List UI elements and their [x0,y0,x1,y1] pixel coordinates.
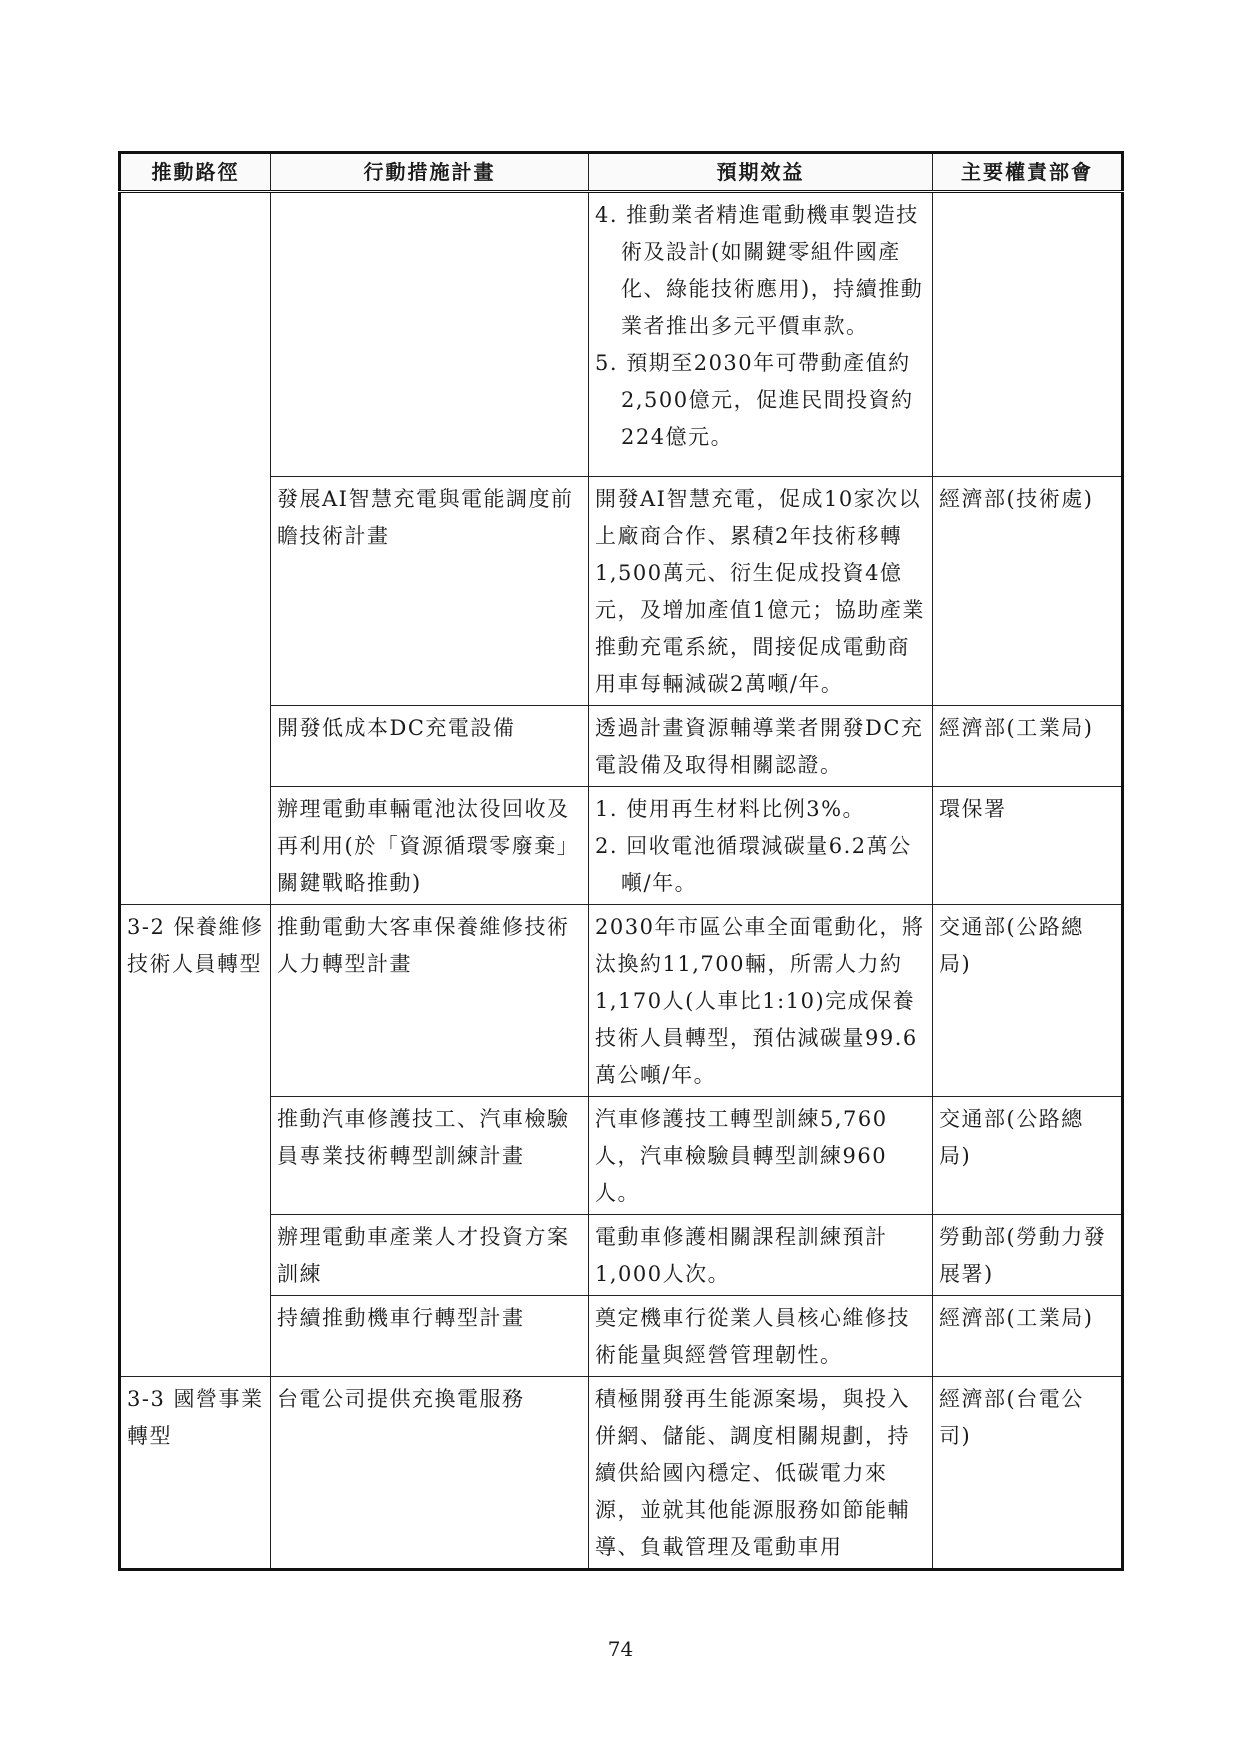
agency-cell: 經濟部(台電公司) [933,1377,1123,1570]
benefit-cell [589,905,933,1097]
benefit-item: 奠定機車行從業人員核心維修技術能量與經營管理韌性。 [595,1306,910,1367]
benefit-cell [589,1097,933,1215]
table-row [120,905,1123,1097]
benefit-item: 電動車修護相關課程訓練預計1,000人次。 [595,1225,888,1286]
plan-cell: 辦理電動車輛電池汰役回收及再利用(於「資源循環零廢棄」關鍵戰略推動) [271,787,589,905]
benefit-cell [589,1377,933,1570]
plan-cell: 推動汽車修護技工、汽車檢驗員專業技術轉型訓練計畫 [271,1097,589,1215]
plan-cell: 推動電動大客車保養維修技術人力轉型計畫 [271,905,589,1097]
header-path: 推動路徑 [120,153,271,192]
table-row [120,706,1123,787]
table-row [120,1377,1123,1570]
table-row [120,477,1123,706]
plan-cell: 發展AI智慧充電與電能調度前瞻技術計畫 [271,477,589,706]
agency-cell [933,192,1123,477]
path-cell: 3-3 國營事業轉型 [120,1377,271,1570]
benefit-cell [589,1215,933,1296]
header-agency: 主要權責部會 [933,153,1123,192]
plan-cell: 持續推動機車行轉型計畫 [271,1296,589,1377]
table-row [120,1296,1123,1377]
benefit-item: 4. 推動業者精進電動機車製造技術及設計(如關鍵零組件國產化、綠能技術應用)，持續推動業者推出多元平價車款。 [595,203,924,338]
plan-cell: 開發低成本DC充電設備 [271,706,589,787]
benefit-cell [589,192,933,477]
agency-cell: 交通部(公路總局) [933,905,1123,1097]
table-row [120,1097,1123,1215]
path-cell [120,192,271,905]
benefit-item: 5. 預期至2030年可帶動產值約2,500億元，促進民間投資約224億元。 [595,351,914,449]
policy-table [118,151,1124,1571]
benefit-item: 透過計畫資源輔導業者開發DC充電設備及取得相關認證。 [595,716,924,777]
benefit-item: 汽車修護技工轉型訓練5,760人，汽車檢驗員轉型訓練960人。 [595,1107,888,1205]
benefit-cell [589,787,933,905]
agency-cell: 交通部(公路總局) [933,1097,1123,1215]
plan-cell [271,192,589,477]
benefit-cell [589,477,933,706]
plan-cell: 辦理電動車產業人才投資方案訓練 [271,1215,589,1296]
benefit-cell [589,706,933,787]
benefit-item: 2. 回收電池循環減碳量6.2萬公噸/年。 [595,834,912,895]
benefit-item: 2030年市區公車全面電動化，將汰換約11,700輛，所需人力約1,170人(人車比1:10)完成保養技術人員轉型，預估減碳量99.6萬公噸/年。 [595,915,925,1087]
agency-cell: 經濟部(技術處) [933,477,1123,706]
benefit-item: 1. 使用再生材料比例3%。 [595,797,866,821]
agency-cell: 勞動部(勞動力發展署) [933,1215,1123,1296]
agency-cell: 經濟部(工業局) [933,1296,1123,1377]
benefit-item: 積極開發再生能源案場，與投入併網、儲能、調度相關規劃，持續供給國內穩定、低碳電力來源，並就其他能源服務如節能輔導、負載管理及電動車用 [595,1387,910,1559]
path-cell: 3-2 保養維修技術人員轉型 [120,905,271,1377]
agency-cell: 經濟部(工業局) [933,706,1123,787]
agency-cell: 環保署 [933,787,1123,905]
header-row [120,153,1123,192]
header-plan: 行動措施計畫 [271,153,589,192]
page-number: 74 [607,1637,634,1661]
table-row [120,192,1123,477]
plan-cell: 台電公司提供充換電服務 [271,1377,589,1570]
table-row [120,1215,1123,1296]
benefit-cell [589,1296,933,1377]
header-benefit: 預期效益 [589,153,933,192]
benefit-item: 開發AI智慧充電，促成10家次以上廠商合作、累積2年技術移轉1,500萬元、衍生促成投資4億元，及增加產值1億元；協助產業推動充電系統，間接促成電動商用車每輛減碳2萬噸/年。 [595,487,925,696]
table-row [120,787,1123,905]
